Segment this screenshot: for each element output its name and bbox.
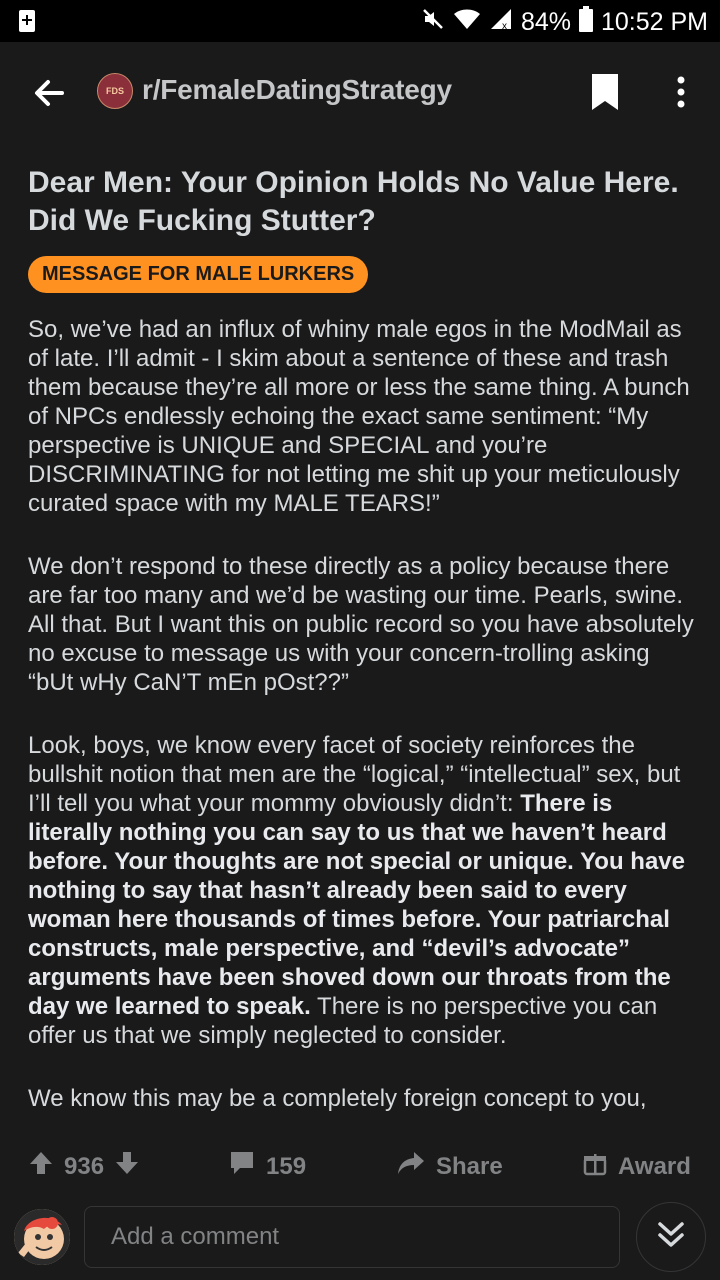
post-flair[interactable]: MESSAGE FOR MALE LURKERS (28, 256, 368, 293)
subreddit-avatar[interactable] (97, 73, 133, 109)
clock: 10:52 PM (600, 8, 708, 36)
post-body (28, 315, 696, 1113)
upvote-arrow-icon[interactable] (28, 1150, 54, 1183)
notification-icon (18, 9, 36, 38)
award-button[interactable] (582, 1150, 691, 1183)
status-bar (0, 0, 720, 42)
avatar[interactable] (14, 1209, 70, 1265)
mute-icon (421, 7, 445, 38)
subreddit-name[interactable]: r/FemaleDatingStrategy (142, 74, 452, 105)
vote-group (28, 1150, 140, 1183)
award-label: Award (618, 1152, 691, 1180)
subreddit-avatar-text: FDS (106, 86, 124, 96)
gift-icon (582, 1150, 608, 1183)
comments-button[interactable] (228, 1150, 306, 1183)
paragraph-3-tail: There is no perspective you can offer us that we simply neglected to consider. (28, 993, 658, 1049)
comment-bar (0, 1194, 720, 1280)
post-action-bar (0, 1140, 720, 1194)
app-bar (0, 42, 720, 142)
paragraph-1: So, we’ve had an influx of whiny male egos in the ModMail as of late. I’ll admit - I skim about a sentence of these and trash them because they’re all more or less the same thing. A bunch of NPCs endlessly echoing the exact same sentiment: “My perspective is UNIQUE and SPECIAL and you’re DISCRIMINATING for not letting me shit up your meticulously curated space with my MALE TEARS!” (28, 316, 690, 517)
paragraph-4: We know this may be a completely foreign concept to you, (28, 1085, 647, 1112)
share-arrow-icon (396, 1150, 426, 1183)
post-content (28, 164, 696, 1147)
battery-icon (579, 6, 593, 39)
vote-count: 936 (64, 1152, 105, 1180)
double-chevron-down-icon (654, 1218, 688, 1257)
downvote-arrow-icon[interactable] (114, 1150, 140, 1183)
paragraph-3-lead: Look, boys, we know every facet of society reinforces the bullshit notion that men are the “logical,” “intellectual” sex, but I’ll tell you what your mommy obviously didn’t: (28, 732, 681, 817)
post-title: Dear Men: Your Opinion Holds No Value Here. Did We Fucking Stutter? (28, 166, 679, 237)
comment-bubble-icon (228, 1150, 256, 1183)
scroll-down-button[interactable] (636, 1202, 706, 1272)
back-arrow-icon[interactable] (28, 72, 70, 114)
share-label: Share (436, 1152, 503, 1180)
comment-input[interactable]: Add a comment (84, 1206, 620, 1268)
bookmark-icon[interactable] (588, 72, 622, 112)
svg-text:x: x (501, 21, 507, 31)
signal-icon (489, 7, 513, 38)
more-vertical-icon[interactable] (664, 72, 698, 112)
paragraph-2: We don’t respond to these directly as a policy because there are far too many and we’d be wasting our time. Pearls, swine. All that. But I want this on public record so you have absolutely no excuse to message us with your concern-trolling asking “bUt wHy CaN’T mEn pOst??” (28, 553, 694, 696)
comment-count: 159 (266, 1152, 307, 1180)
paragraph-3 (28, 731, 696, 1050)
wifi-icon (453, 7, 481, 38)
battery-percent: 84% (520, 8, 571, 36)
share-button[interactable] (396, 1150, 503, 1183)
paragraph-3-bold: There is literally nothing you can say to us that we haven’t heard before. Your thoughts are not special or unique. You have nothing to say that hasn’t already been said to every woman here thousands of times before. Your patriarchal constructs, male perspective, and “devil’s advocate” arguments have been shoved down our throats from the day we learned to speak. (28, 790, 685, 1020)
